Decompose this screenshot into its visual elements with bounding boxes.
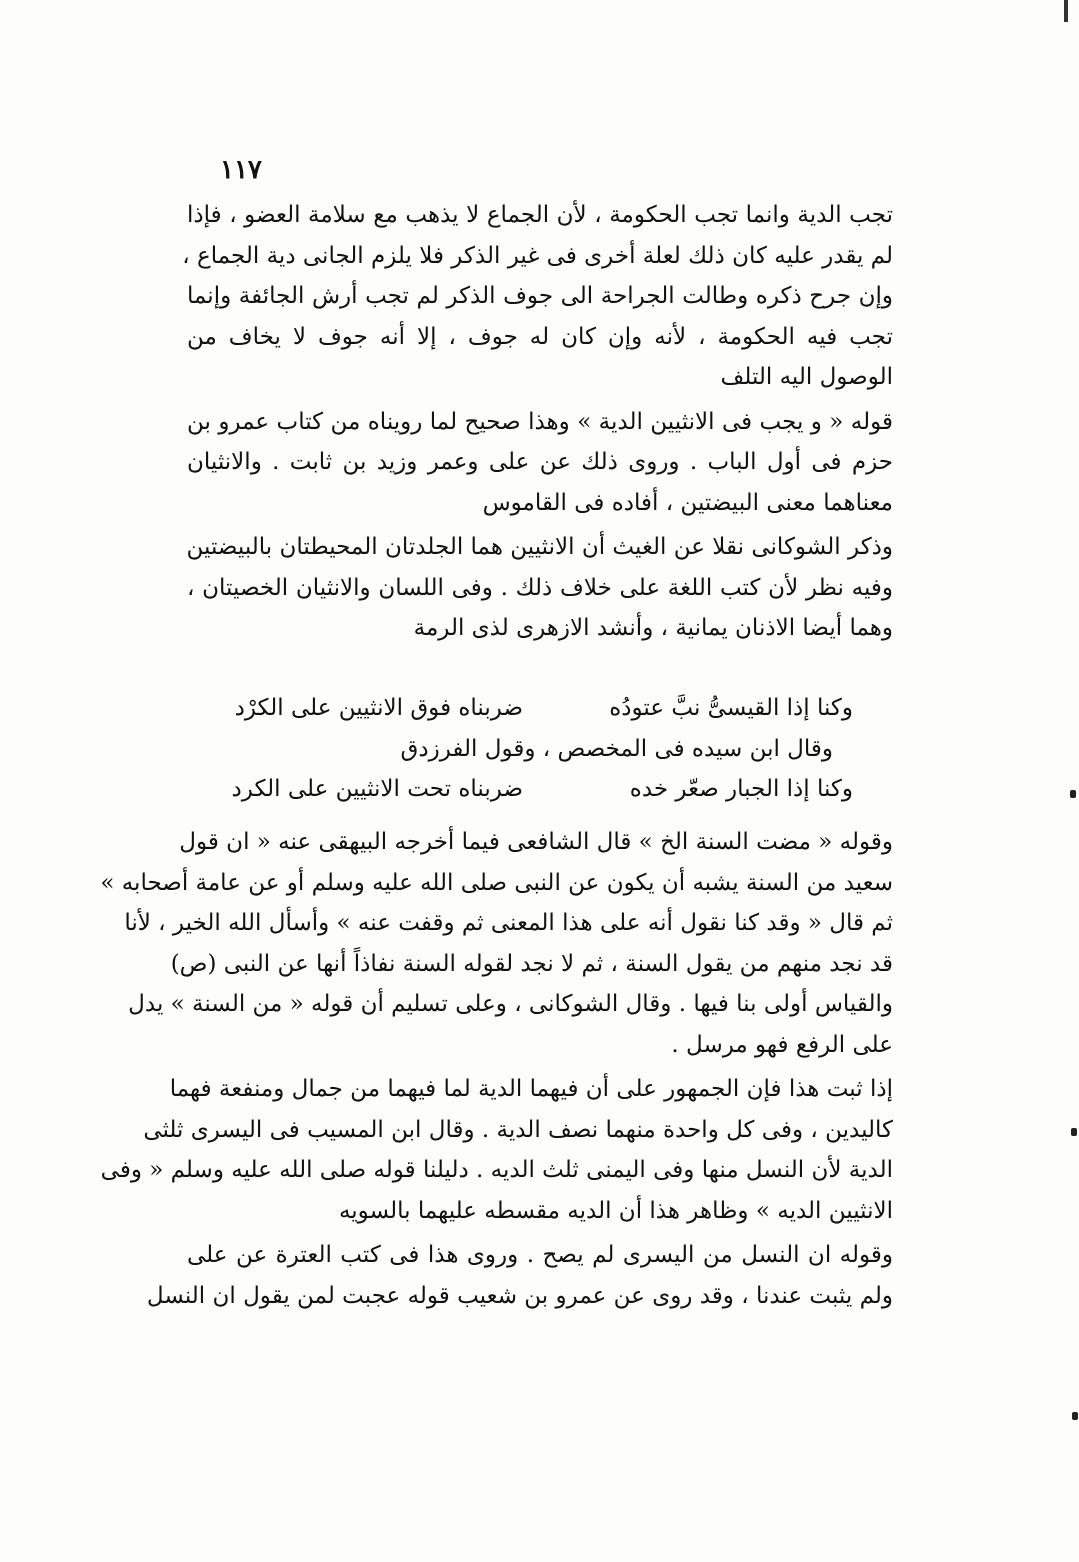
scan-speck	[1070, 790, 1076, 798]
scan-speck	[1071, 1128, 1077, 1136]
text-line: الدية لأن النسل منها وفى اليمنى ثلث الديه . دليلنا قوله صلى الله عليه وسلم « وفى	[100, 1157, 893, 1183]
text-line: حزم فى أول الباب . وروى ذلك عن على وعمر وزيد بن ثابت . والانثيان	[187, 449, 893, 475]
text-line: ولم يثبت عندنا ، وقد روى عن عمرو بن شعيب قوله عجبت لمن يقول ان النسل	[146, 1282, 893, 1309]
text-line: وقوله ان النسل من اليسرى لم يصح . وروى هذا فى كتب العترة عن على	[187, 1242, 893, 1268]
text-line: ثم قال « وقد كنا نقول أنه على هذا المعنى ثم وقفت عنه » وأسأل الله الخير ، لأنا	[124, 910, 893, 936]
verse-intro-line: وقال ابن سيده فى المخصص ، وقول الفرزدق	[400, 735, 833, 762]
scan-speck	[1072, 1412, 1078, 1420]
verse-2-first-hemistich: وكنا إذا الجبار صعّر خده	[629, 776, 853, 802]
text-line: على الرفع فهو مرسل .	[671, 1031, 893, 1058]
text-line: سعيد من السنة يشبه أن يكون عن النبى صلى الله عليه وسلم أو عن عامة أصحابه »	[100, 869, 893, 896]
text-line: الانثيين الديه » وظاهر هذا أن الديه مقسطه عليهما بالسويه	[338, 1197, 893, 1224]
text-line: قوله « و يجب فى الانثيين الدية » وهذا صحيح لما رويناه من كتاب عمرو بن	[187, 408, 893, 435]
text-line: وإن جرح ذكره وطالت الجراحة الى جوف الذكر لم تجب أرش الجائفة وإنما	[187, 283, 893, 309]
text-block-lower	[100, 822, 893, 1316]
text-line: وذكر الشوكانى نقلا عن الغيث أن الانثيين هما الجلدتان المحيطتان بالبيضتين	[186, 534, 893, 560]
text-line: معناهما معنى البيضتين ، أفاده فى القاموس	[482, 489, 893, 516]
page-number: ١١٧	[220, 155, 262, 185]
text-line: لم يقدر عليه كان ذلك لعلة أخرى فى غير الذكر فلا يلزم الجانى دية الجماع ،	[182, 242, 893, 269]
scan-edge-mark	[1064, 0, 1068, 22]
text-block-upper	[182, 195, 893, 649]
text-line: والقياس أولى بنا فيها . وقال الشوكانى ، وعلى تسليم أن قوله « من السنة » يدل	[128, 991, 893, 1017]
text-line: وهما أيضا الاذنان يمانية ، وأنشد الازهرى لذى الرمة	[413, 615, 893, 641]
text-line: تجب فيه الحكومة ، لأنه وإن كان له جوف ، إلا أنه جوف لا يخاف من	[187, 323, 893, 350]
verse-1-first-hemistich: وكنا إذا القيسىُّ نبَّ عتودُه	[609, 695, 853, 721]
text-line: وفيه نظر لأن كتب اللغة على خلاف ذلك . وفى اللسان والانثيان الخصيتان ،	[187, 574, 893, 601]
text-line: تجب الدية وانما تجب الحكومة ، لأن الجماع لا يذهب مع سلامة العضو ، فإذا	[187, 202, 893, 228]
verse-line-2	[187, 769, 893, 810]
verse-2-second-hemistich: ضربناه تحت الانثيين على الكرد	[231, 776, 523, 802]
verse-line-1	[187, 688, 893, 729]
text-line: كاليدين ، وفى كل واحدة منهما نصف الدية . وقال ابن المسيب فى اليسرى ثلثى	[143, 1116, 893, 1143]
verse-block	[187, 688, 893, 810]
text-line: الوصول اليه التلف	[720, 364, 893, 390]
verse-1-second-hemistich: ضربناه فوق الانثيين على الكرْد	[234, 695, 523, 721]
text-line: قد نجد منهم من يقول السنة ، ثم لا نجد لقوله السنة نفاذاً أنها عن النبى (ص)	[170, 950, 893, 977]
text-line: إذا ثبت هذا فإن الجمهور على أن فيهما الدية لما فيهما من جمال ومنفعة فهما	[169, 1076, 893, 1102]
text-line: وقوله « مضت السنة الخ » قال الشافعى فيما أخرجه البيهقى عنه « ان قول	[179, 829, 893, 855]
